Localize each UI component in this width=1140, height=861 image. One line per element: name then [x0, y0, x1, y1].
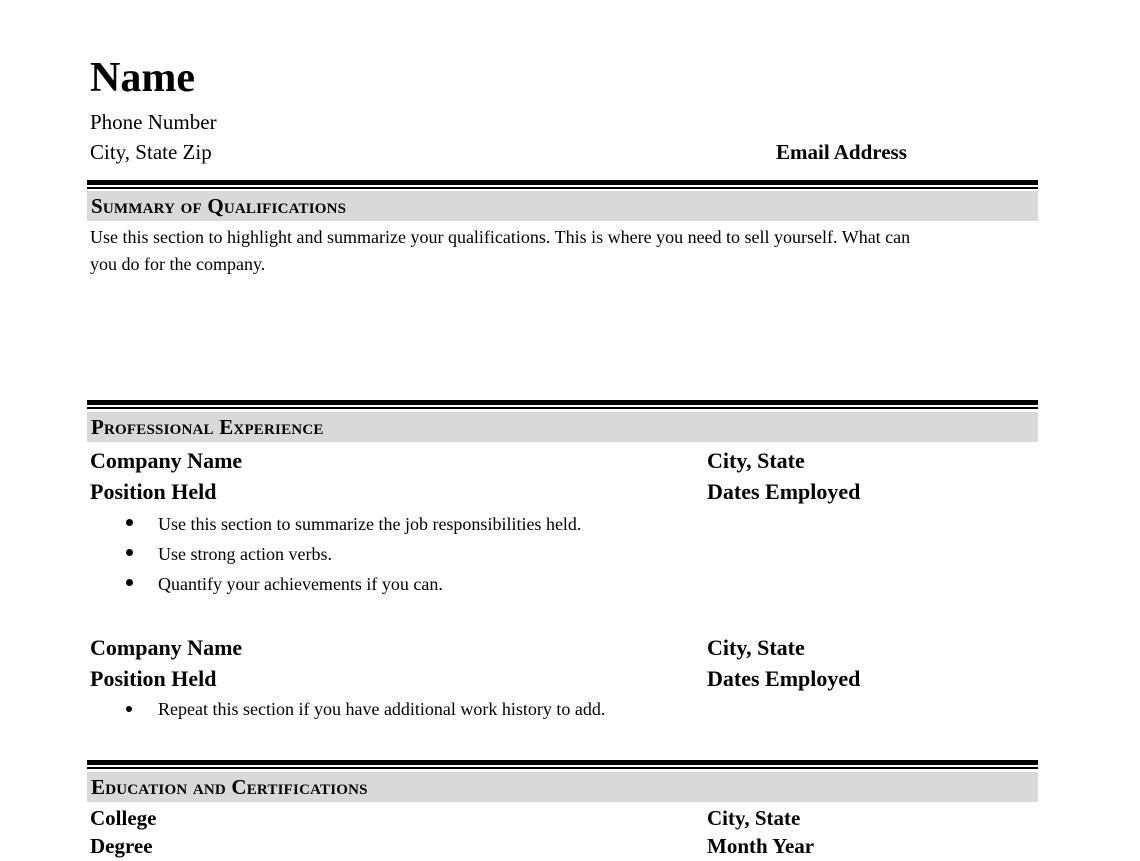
resume-name: Name	[90, 55, 195, 101]
phone-number: Phone Number	[90, 110, 217, 134]
bullet-icon	[126, 549, 133, 556]
section-rule-thick	[87, 760, 1038, 765]
education-date: Month Year	[707, 834, 815, 858]
job-position: Position Held	[90, 479, 217, 504]
job-company-name: Company Name	[90, 448, 243, 473]
section-rule-thin	[87, 767, 1038, 769]
education-section-title: Education and Certifications	[91, 775, 368, 799]
summary-text-line-1: Use this section to highlight and summarize your qualifications. This is where you need to sell yourself. What can	[90, 227, 911, 247]
bullet-icon	[126, 706, 132, 712]
job-bullet: Quantify your achievements if you can.	[158, 574, 443, 594]
job-company-name: Company Name	[90, 635, 243, 660]
section-rule-thin	[87, 187, 1038, 189]
education-college: College	[90, 806, 157, 830]
education-location: City, State	[707, 806, 801, 830]
job-dates: Dates Employed	[707, 666, 861, 691]
email-address: Email Address	[776, 140, 907, 164]
experience-section-title: Professional Experience	[91, 415, 324, 439]
job-bullet: Use this section to summarize the job responsibilities held.	[158, 514, 582, 534]
job-location: City, State	[707, 635, 805, 660]
section-rule-thin	[87, 407, 1038, 409]
city-state-zip: City, State Zip	[90, 140, 212, 164]
summary-text-line-2: you do for the company.	[90, 254, 266, 274]
education-degree: Degree	[90, 834, 153, 858]
section-rule-thick	[87, 400, 1038, 405]
job-position: Position Held	[90, 666, 217, 691]
job-dates: Dates Employed	[707, 479, 861, 504]
job-bullet: Repeat this section if you have additional work history to add.	[158, 699, 606, 719]
bullet-icon	[126, 519, 133, 526]
job-bullet: Use strong action verbs.	[158, 544, 332, 564]
bullet-icon	[126, 579, 133, 586]
summary-section-title: Summary of Qualifications	[91, 194, 347, 218]
section-rule-thick	[87, 180, 1038, 185]
job-location: City, State	[707, 448, 805, 473]
